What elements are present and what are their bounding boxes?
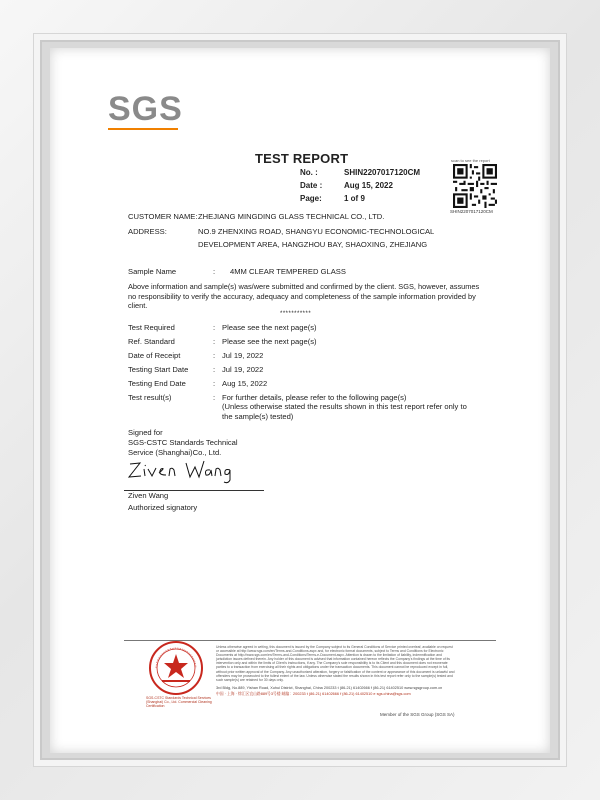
report-number-label: No. : xyxy=(300,168,318,177)
field-colon: : xyxy=(213,351,216,360)
sample-name-label: Sample Name xyxy=(128,267,177,276)
stamp-caption: SGS-CSTC Standards Technical Services (Shanghai) Co., Ltd. Commercial Cleaning Certification xyxy=(146,696,212,708)
field-label: Testing Start Date xyxy=(128,365,189,374)
field-label: Test result(s) xyxy=(128,393,172,402)
address-label: ADDRESS: xyxy=(128,227,167,236)
qr-code-icon[interactable] xyxy=(453,164,497,208)
report-date xyxy=(300,181,393,190)
customer-name-label: CUSTOMER NAME: xyxy=(128,212,198,221)
company-seal-icon xyxy=(148,640,204,696)
qr-id: SHIN2207017120CM xyxy=(450,209,493,214)
disclaimer-paragraph: Above information and sample(s) was/were submitted and confirmed by the client. SGS, however, assumes no responsibility to verify the accuracy, adequacy and completeness of the sample information provided by client. xyxy=(128,282,480,310)
handwritten-signature xyxy=(126,455,236,485)
field-label: Testing End Date xyxy=(128,379,186,388)
address-line-2: DEVELOPMENT AREA, HANGZHOU BAY, SHAOXING, ZHEJIANG xyxy=(198,240,428,249)
field-label: Test Required xyxy=(128,323,175,332)
field-value: Jul 19, 2022 xyxy=(222,365,264,374)
report-title: TEST REPORT xyxy=(255,151,349,166)
field-colon: : xyxy=(213,365,216,374)
sample-name-colon: : xyxy=(213,267,216,276)
sgs-logo xyxy=(108,92,188,126)
signatory-role: Authorized signatory xyxy=(128,503,198,512)
address-english: 3rd Bldg, No.889, Yishan Road, Xuhui District, Shanghai, China 200233 t (86-21) 61402666 f (86-21) 61402510 www.sgsgroup.com.cn xyxy=(216,686,443,690)
report-number-value: SHIN2207017120CM xyxy=(344,168,421,177)
address-line-1: NO.9 ZHENXING ROAD, SHANGYU ECONOMIC-TECHNOLOGICAL xyxy=(198,227,435,236)
field-colon: : xyxy=(213,337,216,346)
signed-for: Signed for xyxy=(128,428,163,437)
field-label: Ref. Standard xyxy=(128,337,175,346)
signed-org-line-2: Service (Shanghai)Co., Ltd. xyxy=(128,448,222,457)
sgs-logo-text: SGS xyxy=(108,90,183,128)
terms-fine-print: Unless otherwise agreed in writing, this document is issued by the Company subject to its General Conditions of Service printed overleaf, available on request or accessible at http://www.sgs.com/en/Terms-and-Conditions.aspx and, for electronic format documents, subject to Terms and Conditions for Electronic Documents at http://www.sgs.com/en/Terms-and-Conditions/Terms-e-Document.aspx. Attention is drawn to the limitation of liability, indemnification and jurisdiction issues defined therein. Any holder of this document is advised that information contained hereon reflects the Company's findings at the time of its intervention only and within the limits of Client's instructions, if any. The Company's sole responsibility is to its Client and this document does not exonerate parties to a transaction from exercising all their rights and obligations under the transaction documents. This document cannot be reproduced except in full, without prior written approval of the Company. Any unauthorized alteration, forgery or falsification of the content or appearance of this document is unlawful and offenders may be prosecuted to the fullest extent of the law. Unless otherwise stated the results shown in this test report refer only to the sample(s) tested and such sample(s) are retained for 30 days only. xyxy=(216,645,455,682)
result-note-line-2: the sample(s) tested) xyxy=(222,412,294,421)
report-page-value: 1 of 9 xyxy=(344,194,365,203)
signed-org-line-1: SGS-CSTC Standards Technical xyxy=(128,438,238,447)
field-value: For further details, please refer to the following page(s) xyxy=(222,393,407,402)
sgs-logo-underline xyxy=(108,128,178,130)
field-value: Please see the next page(s) xyxy=(222,323,317,332)
signatory-name: Ziven Wang xyxy=(128,491,169,500)
member-of-sgs-group: Member of the SGS Group (SGS SA) xyxy=(380,712,455,717)
report-date-value: Aug 15, 2022 xyxy=(344,181,393,190)
field-colon: : xyxy=(213,323,216,332)
field-value: Jul 19, 2022 xyxy=(222,351,264,360)
report-page xyxy=(300,194,365,203)
field-label: Date of Receipt xyxy=(128,351,181,360)
field-value: Aug 15, 2022 xyxy=(222,379,268,388)
qr-caption: scan to see the report xyxy=(451,158,490,163)
field-value: Please see the next page(s) xyxy=(222,337,317,346)
report-page-label: Page: xyxy=(300,194,322,203)
customer-name-value: ZHEJIANG MINGDING GLASS TECHNICAL CO., LTD. xyxy=(198,212,385,221)
result-note-line-1: (Unless otherwise stated the results shown in this test report refer only to xyxy=(222,402,467,411)
separator: *********** xyxy=(280,311,312,317)
address-chinese: 中国 · 上海 · 徐汇区宜山路889号3号楼 邮编：200233 t (86-21) 61402666 f (86-21) 61402510 e sgs.china@sgs.com xyxy=(216,692,411,696)
field-colon: : xyxy=(213,379,216,388)
report-number xyxy=(300,168,420,177)
report-date-label: Date : xyxy=(300,181,323,190)
field-colon: : xyxy=(213,393,216,402)
sample-name-value: 4MM CLEAR TEMPERED GLASS xyxy=(230,267,346,276)
